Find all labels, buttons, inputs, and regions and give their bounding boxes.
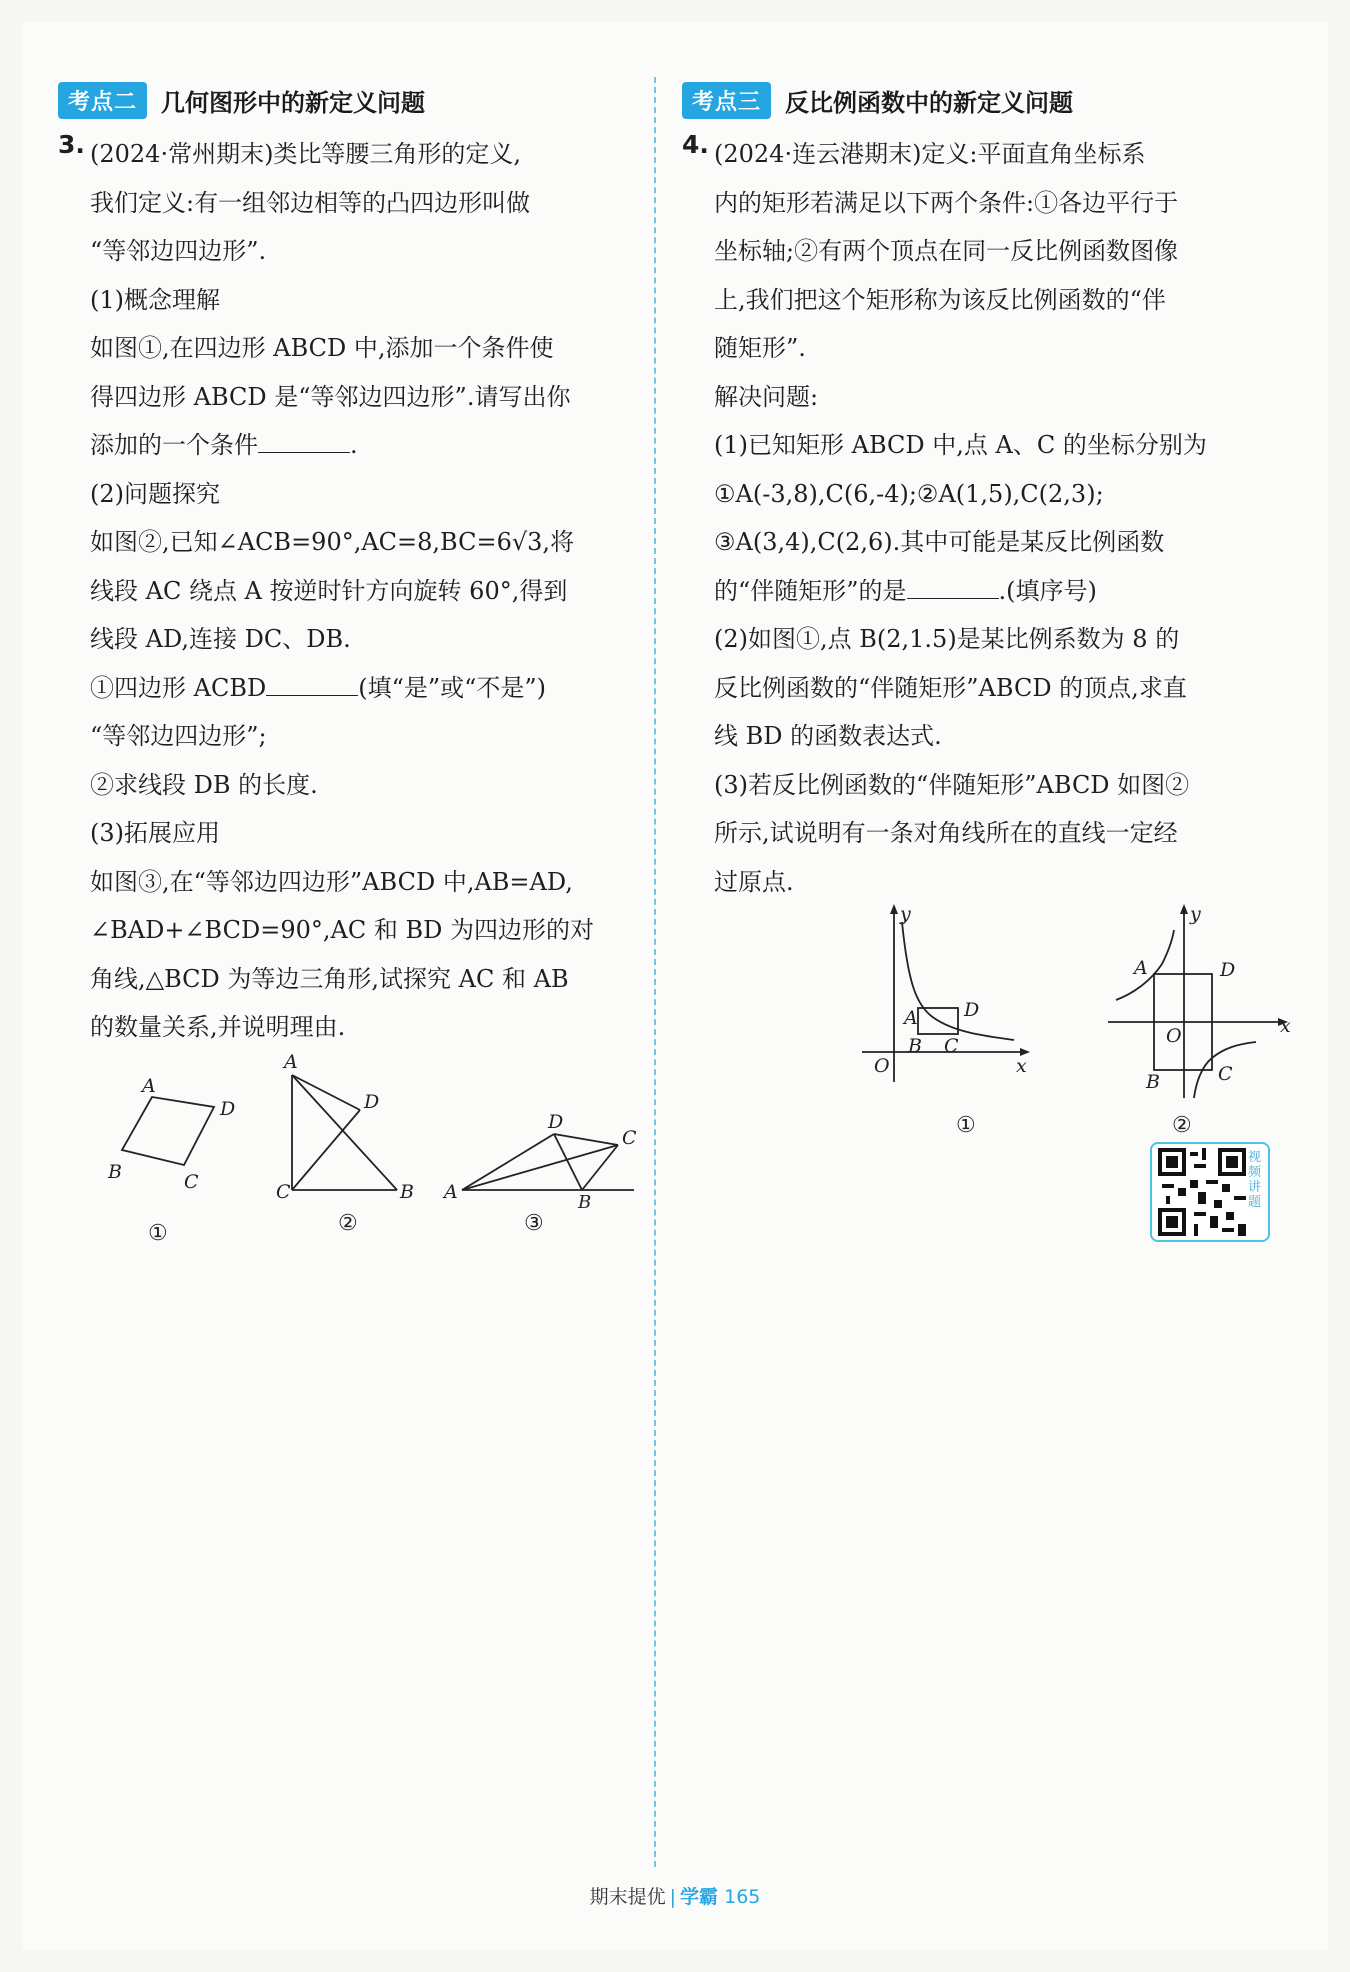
- footer-separator: |: [669, 1886, 677, 1908]
- figure-q4-2-label: [1170, 1108, 1210, 1142]
- figure-q3-3: [442, 1111, 642, 1213]
- footer-series: 期末提优: [589, 1886, 666, 1908]
- q3-line: 的数量关系,并说明理由.: [90, 1013, 346, 1041]
- page-number: 165: [724, 1886, 761, 1908]
- figure-q3-3-label: [522, 1206, 562, 1240]
- origin-label: O: [874, 1055, 890, 1077]
- svg-text:①: ①: [956, 1113, 976, 1138]
- label-D: D: [364, 1091, 380, 1113]
- section-tag: 考点三: [682, 82, 771, 119]
- q3-text: 添加的一个条件: [90, 431, 258, 459]
- label-C: C: [1218, 1063, 1233, 1085]
- q3-line-with-blank: [90, 664, 658, 713]
- label-B: B: [400, 1181, 414, 1203]
- label-D: D: [1220, 959, 1236, 981]
- q3-line: 角线,△BCD 为等边三角形,试探究 AC 和 AB: [90, 964, 569, 993]
- question-number: 4.: [682, 130, 709, 159]
- label-B: B: [578, 1192, 592, 1213]
- origin-label: O: [1166, 1025, 1182, 1047]
- section-header-right: [682, 82, 1292, 118]
- label-D: D: [220, 1098, 236, 1120]
- section-title: 几何图形中的新定义问题: [161, 88, 426, 117]
- page-footer: [22, 1882, 1328, 1909]
- section-title: 反比例函数中的新定义问题: [785, 88, 1074, 117]
- q4-line: 上,我们把这个矩形称为该反比例函数的“伴: [714, 285, 1166, 314]
- figure-q3-1: [102, 1062, 252, 1246]
- q3-line: 得四边形 ABCD 是“等邻边四边形”.请写出你: [90, 382, 571, 411]
- q3-line: 如图①,在四边形 ABCD 中,添加一个条件使: [90, 334, 554, 362]
- answer-blank[interactable]: [258, 428, 350, 453]
- label-A: A: [142, 1075, 156, 1097]
- q4-line: 内的矩形若满足以下两个条件:①各边平行于: [714, 188, 1179, 217]
- q4-part1: (1)已知矩形 ABCD 中,点 A、C 的坐标分别为: [714, 431, 1207, 459]
- svg-text:③: ③: [524, 1211, 544, 1236]
- question-3: [58, 130, 658, 1052]
- label-A: A: [1134, 957, 1148, 979]
- label-D: D: [548, 1111, 564, 1133]
- q4-line: 线 BD 的函数表达式.: [714, 722, 942, 750]
- svg-text:②: ②: [1172, 1113, 1192, 1138]
- period: .: [350, 431, 358, 459]
- figure-q4-2: [1092, 902, 1292, 1106]
- qr-code-icon: [1158, 1148, 1250, 1236]
- question-4: [682, 130, 1292, 906]
- left-column: [58, 82, 658, 1052]
- figure-q4-1-label: [954, 1108, 994, 1142]
- q3-text: ①四边形 ACBD: [90, 673, 267, 702]
- q3-line: ∠BAD+∠BCD=90°,AC 和 BD 为四边形的对: [90, 916, 594, 944]
- axis-label-y: y: [900, 903, 911, 925]
- label-A: A: [904, 1007, 918, 1029]
- q4-line: 随矩形”.: [714, 334, 806, 362]
- figure-q3-2: [262, 1050, 412, 1204]
- right-column: [682, 82, 1292, 906]
- label-B: B: [908, 1035, 922, 1057]
- q4-text: .(填序号): [998, 576, 1097, 605]
- q3-line: “等邻边四边形”.: [90, 237, 267, 265]
- q4-line: 解决问题:: [714, 382, 819, 411]
- q4-text: 的“伴随矩形”的是: [714, 576, 907, 605]
- figure-label: ①: [148, 1221, 168, 1246]
- label-C: C: [184, 1171, 199, 1193]
- footer-brand: 学霸: [680, 1886, 719, 1908]
- q3-line: 线段 AD,连接 DC、DB.: [90, 625, 351, 653]
- label-B: B: [1146, 1071, 1160, 1093]
- q4-line: 反比例函数的“伴随矩形”ABCD 的顶点,求直: [714, 673, 1187, 702]
- q3-line: 我们定义:有一组邻边相等的凸四边形叫做: [90, 188, 531, 217]
- figure-q4-1: [854, 902, 1034, 1106]
- axis-label-x: x: [1016, 1055, 1027, 1077]
- q3-part3-heading: (3)拓展应用: [90, 819, 220, 847]
- section-header-left: [58, 82, 658, 118]
- qr-caption: 视频讲题: [1248, 1150, 1262, 1210]
- svg-text:②: ②: [338, 1211, 358, 1236]
- axis-label-x: x: [1280, 1015, 1291, 1037]
- label-C: C: [944, 1035, 959, 1057]
- q3-line-with-blank: [90, 421, 658, 470]
- q3-line: 如图②,已知∠ACB=90°,AC=8,BC=6√3,将: [90, 528, 575, 556]
- q3-line: 如图③,在“等邻边四边形”ABCD 中,AB=AD,: [90, 867, 573, 896]
- label-C: C: [276, 1181, 291, 1203]
- q4-line: 坐标轴;②有两个顶点在同一反比例函数图像: [714, 237, 1179, 265]
- q4-line: (2024·连云港期末)定义:平面直角坐标系: [714, 140, 1146, 168]
- q4-line-with-blank: [714, 567, 1292, 616]
- section-tag: 考点二: [58, 82, 147, 119]
- qr-code-box[interactable]: [1150, 1142, 1270, 1242]
- label-D: D: [964, 999, 980, 1021]
- q4-line: ③A(3,4),C(2,6).其中可能是某反比例函数: [714, 528, 1165, 556]
- q3-text: (填“是”或“不是”): [358, 673, 547, 702]
- q4-line: 过原点.: [714, 867, 794, 896]
- answer-blank[interactable]: [907, 574, 999, 599]
- q4-part2: (2)如图①,点 B(2,1.5)是某比例系数为 8 的: [714, 625, 1180, 653]
- label-C: C: [622, 1127, 637, 1149]
- q4-part3: (3)若反比例函数的“伴随矩形”ABCD 如图②: [714, 770, 1190, 799]
- axis-label-y: y: [1190, 903, 1201, 925]
- q3-part2-heading: (2)问题探究: [90, 479, 220, 508]
- q3-line: 线段 AC 绕点 A 按逆时针方向旋转 60°,得到: [90, 576, 568, 605]
- label-B: B: [108, 1161, 122, 1183]
- q4-line: 所示,试说明有一条对角线所在的直线一定经: [714, 819, 1178, 847]
- q3-line: (2024·常州期末)类比等腰三角形的定义,: [90, 140, 522, 168]
- label-A: A: [444, 1181, 458, 1203]
- page: [22, 22, 1328, 1950]
- figure-q3-2-label: [336, 1206, 376, 1240]
- question-number: 3.: [58, 130, 85, 159]
- q3-part1-heading: (1)概念理解: [90, 285, 220, 314]
- q4-line: ①A(-3,8),C(6,-4);②A(1,5),C(2,3);: [714, 479, 1104, 508]
- label-A: A: [284, 1051, 298, 1073]
- q3-line: ②求线段 DB 的长度.: [90, 770, 318, 799]
- answer-blank[interactable]: [266, 671, 358, 696]
- q3-line: “等邻边四边形”;: [90, 722, 267, 750]
